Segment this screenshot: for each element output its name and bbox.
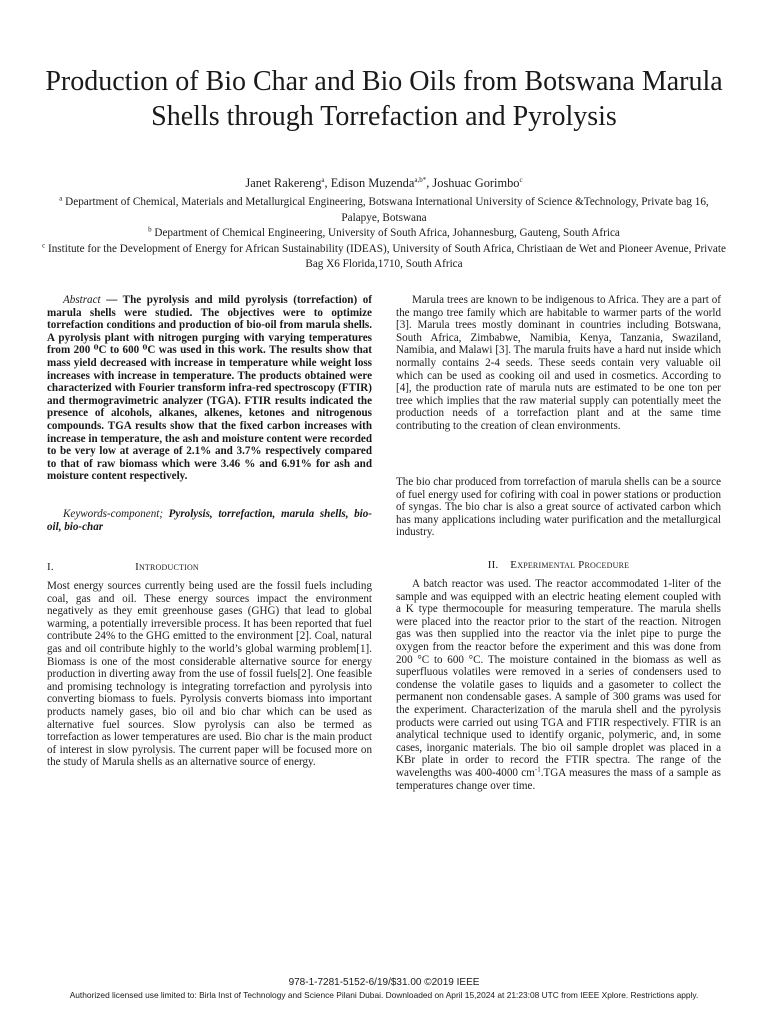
author-name: Joshuac Gorimbo [432,176,520,190]
footer-license: Authorized licensed use limited to: Birla Inst of Technology and Science Pilani Dubai. Downloaded on April 15,2024 at 21:23:08 UTC from IEEE Xplore. Restrictions apply. [69,990,699,1000]
abstract-text: — The pyrolysis and mild pyrolysis (torrefaction) of marula shells were studied. The objectives were to optimize torrefaction conditions and production of bio-oil from marula shells. A pyrolysis plant with nitrogen purging with varying temperatures from 200 ⁰C to 600 ⁰C was used in this work. The results show that mass yield decreased with increase in temperature while weight loss increases with increase in temperature. The products obtained were characterized with Fourier transform infra-red spectroscopy (FTIR) and thermogravimetric analyzer (TGA). FTIR results indicated the presence of alcohols, alkanes, alkenes, ketones and nitrogenous compounds. TGA results show that the fixed carbon increases with increase in temperature, the ash and moisture content were recorded to be very low at average of 2.1% and 3.7% respectively compared to that of raw biomass which were 3.46 % and 6.91% for ash and moisture content respectively. [47,294,372,483]
keywords-text: Pyrolysis, torrefaction, marula shells, bio-oil, bio-char [47,508,372,533]
footer-isbn: 978-1-7281-5152-6/19/$31.00 ©2019 IEEE [288,977,480,988]
paper-title: Production of Bio Char and Bio Oils from Botswana Marula Shells through Torrefaction and Pyrolysis [45,66,723,132]
experimental-text: A batch reactor was used. The reactor accommodated 1-liter of the sample and was equipped with an electric heating element coupled with a K type thermocouple for measuring temperature. The marula shells were placed into the reactor prior to the start of the reaction. Nitrogen gas was then supplied into the reactor via the inlet pipe to purge the oxygen from the reactor before the experiment and this was done from 200 °C to 600 °C. The moisture contained in the biomass as well as superfluous volatiles were removed in a series of condensers used to condense the volatile gases to liquids and a gasometer to collect the permanent non condensable gases. A sample of 300 grams was used for the experiment. Characterization of the marula shell and the pyrolysis products were carried out using TGA and FTIR respectively. FTIR is an analytical technique used to identify organic, polymeric, and, in some cases, inorganic materials. The bio oil sample droplet was placed in a KBr plate in order to record the FTIR spectra. The range of the wavelengths was 400-4000 $cm^{-1}.TGA$ measures the mass of a sample as temperatures change over time. [396,578,721,792]
body-paragraph: Marula trees are known to be indigenous to Africa. They are a part of the mango tree family which are habitable to warmer parts of the world [3]. Marula trees mostly dominant in countries including Botswana, South Africa, Zimbabwe, Namibia, Kenya, Tanzania, Swaziland, Namibia, and Malawi [3]. The marula fruits have a hard nut inside which normally contains 2-4 seeds. These seeds contain very valuable oil which can be used as cooking oil and used in cosmetics. According to [4], the production rate of marula nuts are estimated to be one ton per tree which implies that the raw material supply can potentially meet the production needs of a torrefaction plant and at the same time contributing to the creation of clean environments. [396,294,721,432]
author-name: Edison Muzenda [330,176,415,190]
keywords-lead: Keywords-component; [63,508,164,520]
abstract [47,294,372,483]
affiliations [40,195,728,273]
section-heading-introduction: I. Introduction [47,561,199,573]
abstract-lead: Abstract [63,294,101,306]
author-line: Janet Rakereng$^a$, Edison Muzenda$^{a,b*}$, Joshuac Gorimbo$^c$ [245,175,523,190]
keywords [47,508,372,533]
affiliation: $^c$ Institute for the Development of Energy for African Sustainability (IDEAS), University of South Africa, Christiaan de Wet and Pioneer Avenue, Private Bag X6 Florida,1710, South Africa [42,240,726,270]
body-paragraph: The bio char produced from torrefaction of marula shells can be a source of fuel energy used for cofiring with coal in power stations or production of syngas. The bio char is also a great source of activated carbon which has many applications including water purification and the metallurgical industry. [396,476,721,539]
author-name: Janet Rakereng [245,176,322,190]
affiliation: $^a$ Department of Chemical, Materials and Metallurgical Engineering, Botswana International University of Science &Technology, Private bag 16, Palapye, Botswana [59,194,709,224]
section-heading-experimental: II. Experimental Procedure [487,559,630,571]
affiliation: $^b$ Department of Chemical Engineering, University of South Africa, Johannesburg, Gauteng, South Africa [148,225,620,239]
introduction-text: Most energy sources currently being used are the fossil fuels including coal, gas and oil. These energy sources impact the environment negatively as they emit greenhouse gases (GHG) that lead to global warming, a potentially irreversible process. It has been reported that fuel contribute 24% to the GHG emitted to the environment [2]. Coal, natural gas and oil contribute highly to the world’s global warming problem[1]. Biomass is one of the most considerable alternative source for energy production in diverting away from the use of fossil fuels[2]. One feasible and promising technology is integrating torrefaction and pyrolysis into converting biomass to fuels. Pyrolysis converts biomass into important products namely gases, bio oil and bio char which can be used as alternative fuel sources. Slow pyrolysis can also be termed as torrefaction as lower temperatures are used. Bio char is the main product of interest in slow pyrolysis. The current paper will be focused more on the study of Marula shells as an alternative source of energy. [47,580,372,769]
